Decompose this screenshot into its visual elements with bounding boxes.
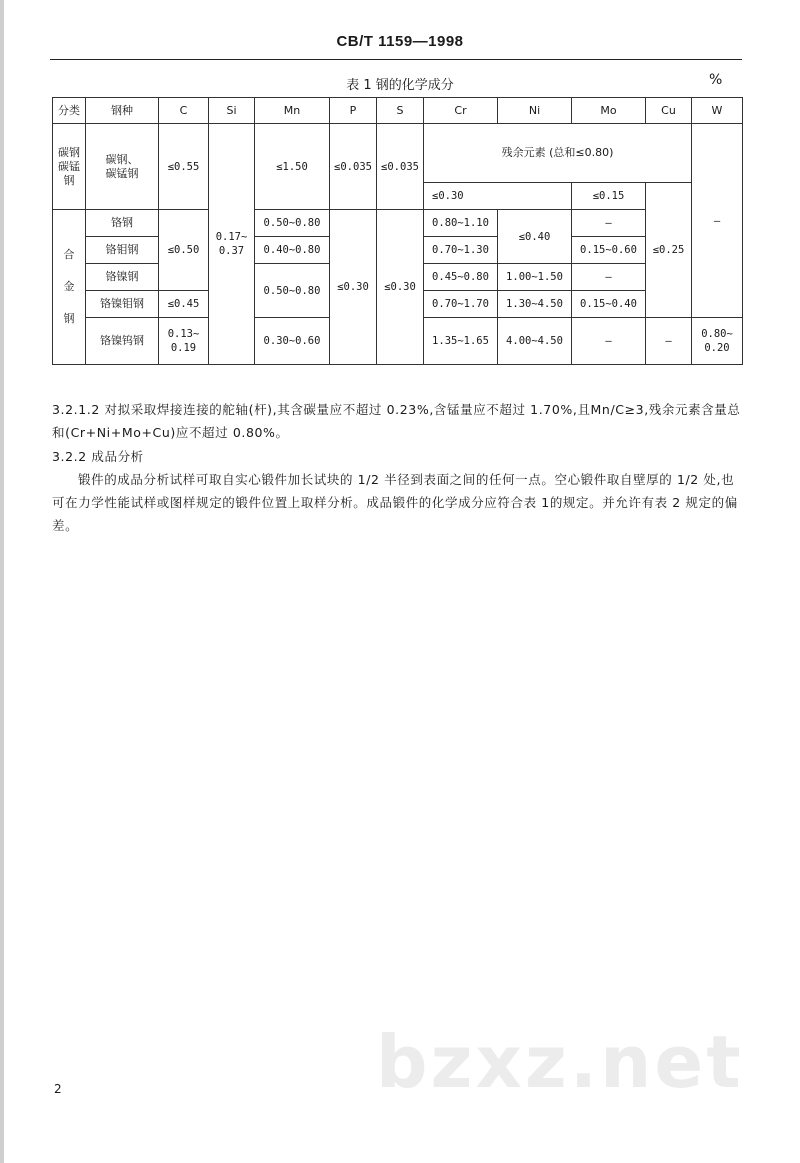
- crniw-cr: 1.35~1.65: [424, 318, 498, 365]
- grade-crnimo: 铬镍钼钢: [86, 291, 159, 318]
- alloy-ni: ≤0.40: [498, 210, 572, 264]
- category-alloy: [53, 210, 86, 365]
- carbon-s: ≤0.035: [377, 124, 424, 210]
- w-dash: —: [692, 124, 743, 318]
- header-p: P: [330, 98, 377, 124]
- table-row: [53, 124, 743, 183]
- crniw-mn: 0.30~0.60: [255, 318, 330, 365]
- header-si: Si: [209, 98, 255, 124]
- grade-cr: 铬钢: [86, 210, 159, 237]
- crnimo-mo: 0.15~0.40: [572, 291, 646, 318]
- category-alloy-1: 合: [63, 248, 75, 261]
- crniw-cu: —: [646, 318, 692, 365]
- header-category: 分类: [53, 98, 86, 124]
- grade-crni: 铬镍钢: [86, 264, 159, 291]
- table-unit: %: [709, 72, 723, 88]
- crmo-mo: 0.15~0.60: [572, 237, 646, 264]
- carbon-residual: 残余元素 (总和≤0.80): [424, 124, 692, 183]
- header-c: C: [159, 98, 209, 124]
- cr-mn: 0.50~0.80: [255, 210, 330, 237]
- carbon-mo: ≤0.15: [572, 183, 646, 210]
- alloy-c: ≤0.50: [159, 210, 209, 291]
- section-heading-3-2-2: 3.2.2 成品分析: [52, 449, 144, 464]
- header-mo: Mo: [572, 98, 646, 124]
- header-s: S: [377, 98, 424, 124]
- crmo-mn: 0.40~0.80: [255, 237, 330, 264]
- watermark: bzxz.net: [376, 1020, 744, 1104]
- page-edge: [0, 0, 4, 1163]
- standard-code-header: CB/T 1159—1998: [336, 33, 464, 50]
- table-row: [53, 210, 743, 237]
- category-alloy-3: 钢: [63, 312, 75, 325]
- paragraph-3-2-1-2: 3.2.1.2 对拟采取焊接连接的舵轴(杆),其含碳量应不超过 0.23%,含锰量应不超过 1.70%,且Mn/C≥3,残余元素含量总和(Cr+Ni+Mo+Cu)应不超过 0.80%。: [52, 402, 741, 440]
- grade-crmo: 铬钼钢: [86, 237, 159, 264]
- header-cu: Cu: [646, 98, 692, 124]
- header-rule: [50, 59, 742, 60]
- header-ni: Ni: [498, 98, 572, 124]
- crnimo-c: ≤0.45: [159, 291, 209, 318]
- category-carbon: 碳钢 碳锰 钢: [53, 124, 86, 210]
- crni-mn: 0.50~0.80: [255, 264, 330, 318]
- paragraph-product-analysis: 锻件的成品分析试样可取自实心锻件加长试块的 1/2 半径到表面之间的任何一点。空心锻件取自壁厚的 1/2 处,也可在力学性能试样或图样规定的锻件位置上取样分析。成品锻件的化学成分应符合表 1的规定。并允许有表 2 规定的偏差。: [52, 472, 738, 533]
- table-title: 表 1 钢的化学成分: [346, 78, 454, 93]
- cr-mo: —: [572, 210, 646, 237]
- shared-si: 0.17~ 0.37: [209, 124, 255, 365]
- alloy-p: ≤0.30: [330, 210, 377, 365]
- crniw-c: 0.13~ 0.19: [159, 318, 209, 365]
- crniw-ni: 4.00~4.50: [498, 318, 572, 365]
- page-number: 2: [54, 1082, 62, 1096]
- header-grade: 钢种: [86, 98, 159, 124]
- carbon-c: ≤0.55: [159, 124, 209, 210]
- header-cr: Cr: [424, 98, 498, 124]
- cr-cr: 0.80~1.10: [424, 210, 498, 237]
- crni-mo: —: [572, 264, 646, 291]
- alloy-cu: ≤0.25: [646, 183, 692, 318]
- chemical-composition-table: [52, 97, 743, 365]
- crnimo-ni: 1.30~4.50: [498, 291, 572, 318]
- table-header-row: [53, 98, 743, 124]
- header-w: W: [692, 98, 743, 124]
- grade-carbon: 碳钢、 碳锰钢: [86, 124, 159, 210]
- crniw-mo: —: [572, 318, 646, 365]
- category-alloy-2: 金: [63, 280, 75, 293]
- header-mn: Mn: [255, 98, 330, 124]
- alloy-s: ≤0.30: [377, 210, 424, 365]
- crni-cr: 0.45~0.80: [424, 264, 498, 291]
- crnimo-cr: 0.70~1.70: [424, 291, 498, 318]
- grade-crniw: 铬镍钨钢: [86, 318, 159, 365]
- crniw-w: 0.80~ 0.20: [692, 318, 743, 365]
- carbon-p: ≤0.035: [330, 124, 377, 210]
- carbon-mn: ≤1.50: [255, 124, 330, 210]
- crmo-cr: 0.70~1.30: [424, 237, 498, 264]
- carbon-cr: ≤0.30: [424, 183, 572, 210]
- crni-ni: 1.00~1.50: [498, 264, 572, 291]
